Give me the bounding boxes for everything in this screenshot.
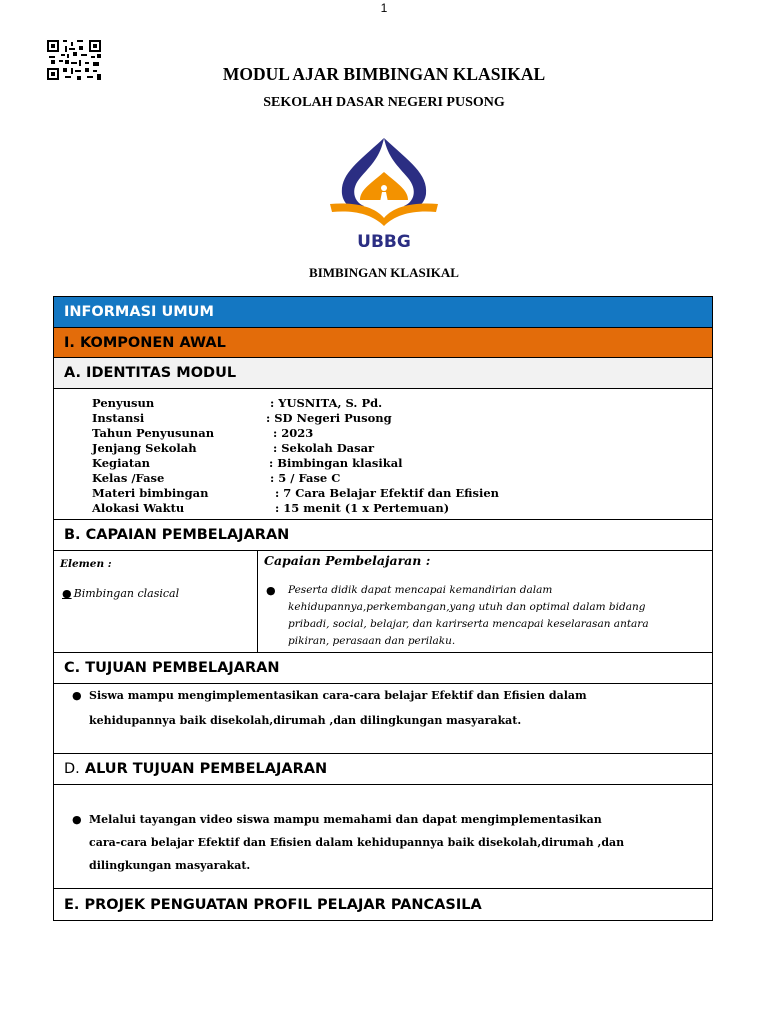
identity-label: Penyusun [92,396,155,410]
page-number: 1 [380,1,388,15]
capaian-text: Peserta didik dapat mencapai kemandirian dalam kehidupannya,perkembangan,yang utuh dan optimal dalam bidang pribadi, social, belajar, dan karirserta mencapai keselarasan antara pikiran, perasaan dan perilaku. [288,584,649,647]
tujuan-pembelajaran-content [54,684,712,754]
alur-line: cara-cara belajar Efektif dan Efisien dalam kehidupannya baik disekolah,dirumah ,dan [89,836,625,849]
document-title: MODUL AJAR BIMBINGAN KLASIKAL [222,64,546,84]
capaian-pembelajaran-content [54,551,712,653]
bullet-icon: ● [72,689,82,702]
informasi-umum-header: INFORMASI UMUM [54,297,712,328]
identity-value: : YUSNITA, S. Pd. [270,396,383,410]
alur-line: Melalui tayangan video siswa mampu memahami dan dapat mengimplementasikan [89,813,602,826]
identitas-modul-header: A. IDENTITAS MODUL [54,358,712,389]
identity-value: : 7 Cara Belajar Efektif dan Efisien [275,486,500,500]
bullet-icon: ● [62,587,72,600]
identity-label: Materi bimbingan [92,486,209,500]
identity-value: : 5 / Fase C [270,471,341,485]
identity-value: : 2023 [273,426,314,440]
identity-value: : Sekolah Dasar [273,441,375,455]
komponen-awal-header: I. KOMPONEN AWAL [54,328,712,358]
elemen-cell [54,551,258,652]
capaian-pembelajaran-header: B. CAPAIAN PEMBELAJARAN [54,520,712,551]
alur-prefix: D. [64,761,80,777]
elemen-label: Elemen : [60,558,112,570]
module-table [53,296,713,921]
logo-text: UBBG [357,232,411,252]
identity-label: Jenjang Sekolah [92,441,197,455]
alur-line: dilingkungan masyarakat. [89,859,251,872]
identitas-modul-content [54,389,712,520]
identity-value: : SD Negeri Pusong [266,411,392,425]
bullet-icon: ● [266,584,276,597]
ubbg-logo-icon [318,132,450,254]
identity-label: Kegiatan [92,456,151,470]
tujuan-line: kehidupannya baik disekolah,dirumah ,dan dilingkungan masyarakat. [89,714,522,727]
identity-value: : 15 menit (1 x Pertemuan) [275,501,450,515]
tujuan-pembelajaran-header: C. TUJUAN PEMBELAJARAN [54,653,712,684]
projek-profil-header: E. PROJEK PENGUATAN PROFIL PELAJAR PANCASILA [64,896,482,913]
capaian-cell [258,551,712,652]
identity-value: : Bimbingan klasikal [269,456,403,470]
identity-label: Tahun Penyusunan [92,426,215,440]
school-name: SEKOLAH DASAR NEGERI PUSONG [263,95,505,110]
alur-tujuan-header [54,754,712,785]
identity-label: Alokasi Waktu [92,501,185,515]
identity-label: Kelas /Fase [92,471,165,485]
capaian-label: Capaian Pembelajaran : [264,553,431,568]
bullet-icon: ● [72,813,82,826]
tujuan-line: Siswa mampu mengimplementasikan cara-cara belajar Efektif dan Efisien dalam [89,689,587,702]
elemen-item [62,587,179,600]
identity-label: Instansi [92,411,145,425]
alur-tujuan-content [54,785,712,889]
section-title: BIMBINGAN KLASIKAL [309,265,459,280]
elemen-item-text: Bimbingan clasical [73,587,180,600]
alur-heading: ALUR TUJUAN PEMBELAJARAN [84,761,328,777]
